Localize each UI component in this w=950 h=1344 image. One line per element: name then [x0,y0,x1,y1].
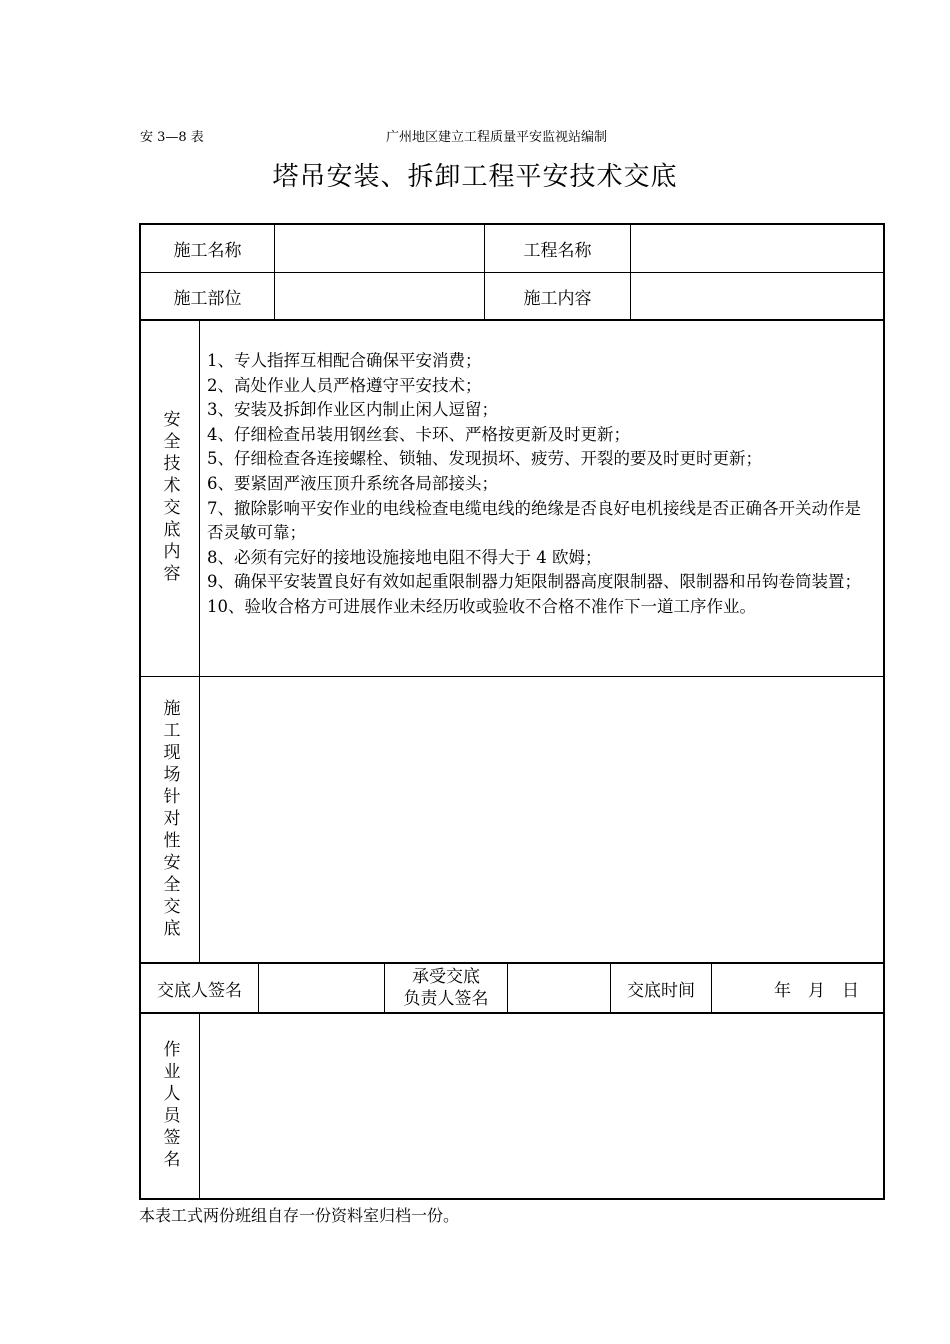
site-disclosure-label [141,677,199,962]
safety-items [207,349,877,620]
info-table [139,223,885,321]
safety-item: 1、专人指挥互相配合确保平安消费； [207,351,482,370]
construction-part-label: 施工部位 [173,289,242,309]
safety-item: 2、高处作业人员严格遵守平安技术； [207,375,482,395]
workers-table [139,1012,885,1200]
project-name-field[interactable] [631,225,883,272]
receiver-signature-label [385,964,507,1012]
safety-item: 5、仔细检查各连接螺栓、锁轴、发现损坏、疲劳、开裂的要及时更时更新； [207,449,762,469]
safety-item: 3、安装及拆卸作业区内制止闲人逗留； [207,400,498,420]
safety-item: 8、必须有完好的接地设施接地电阻不得大于 4 欧姆； [207,547,602,567]
safety-item: 7、撤除影响平安作业的电线检查电缆电线的绝缘是否良好电机接线是否正确各开关动作是否灵敏可靠； [207,498,861,543]
safety-disclosure-label-text: 安全技术交底内容 [159,409,180,586]
safety-item: 6、要紧固严液压顶升系统各局部接头； [207,473,498,493]
footnote: 本表工式两份班组自存一份资料室归档一份。 [139,1206,460,1225]
construction-part-field[interactable] [275,273,484,320]
safety-items-list [207,349,877,620]
workers-signature-label [141,1014,199,1198]
receiver-signature-field[interactable] [508,964,610,1012]
disclosure-date-field[interactable]: 年 月 日 [774,980,859,1001]
project-name-label: 工程名称 [523,241,592,261]
form-code: 安 3—8 表 [140,130,204,145]
discloser-signature-field[interactable] [259,964,384,1012]
safety-item: 10、验收合格方可进展作业未经历收或验收不合格不准作下一道工序作业。 [207,596,756,616]
construction-name-label: 施工名称 [173,241,242,261]
receiver-label-line-1: 承受交底 [412,967,480,987]
construction-content-label: 施工内容 [523,289,592,309]
receiver-label-line-2: 负责人签名 [403,989,489,1009]
signature-table [139,962,885,1014]
safety-item: 4、仔细检查吊装用钢丝套、卡环、严格按更新及时更新； [207,424,630,444]
safety-table [139,319,885,964]
workers-signature-label-text: 作业人员签名 [159,1040,180,1172]
construction-content-field[interactable] [631,273,883,320]
construction-name-field[interactable] [275,225,484,272]
site-disclosure-label-text: 施工现场针对性安全交底 [159,698,180,941]
document-title: 塔吊安装、拆卸工程平安技术交底 [272,162,678,192]
issuing-organization: 广州地区建立工程质量平安监视站编制 [386,130,608,145]
disclosure-time-label: 交底时间 [627,980,695,1001]
discloser-signature-label: 交底人签名 [157,980,242,1001]
workers-signature-field[interactable] [200,1014,883,1198]
site-disclosure-field[interactable] [200,677,883,962]
safety-disclosure-label [141,319,199,676]
safety-item: 9、确保平安装置良好有效如起重限制器力矩限制器高度限制器、限制器和吊钩卷筒装置； [207,572,861,592]
